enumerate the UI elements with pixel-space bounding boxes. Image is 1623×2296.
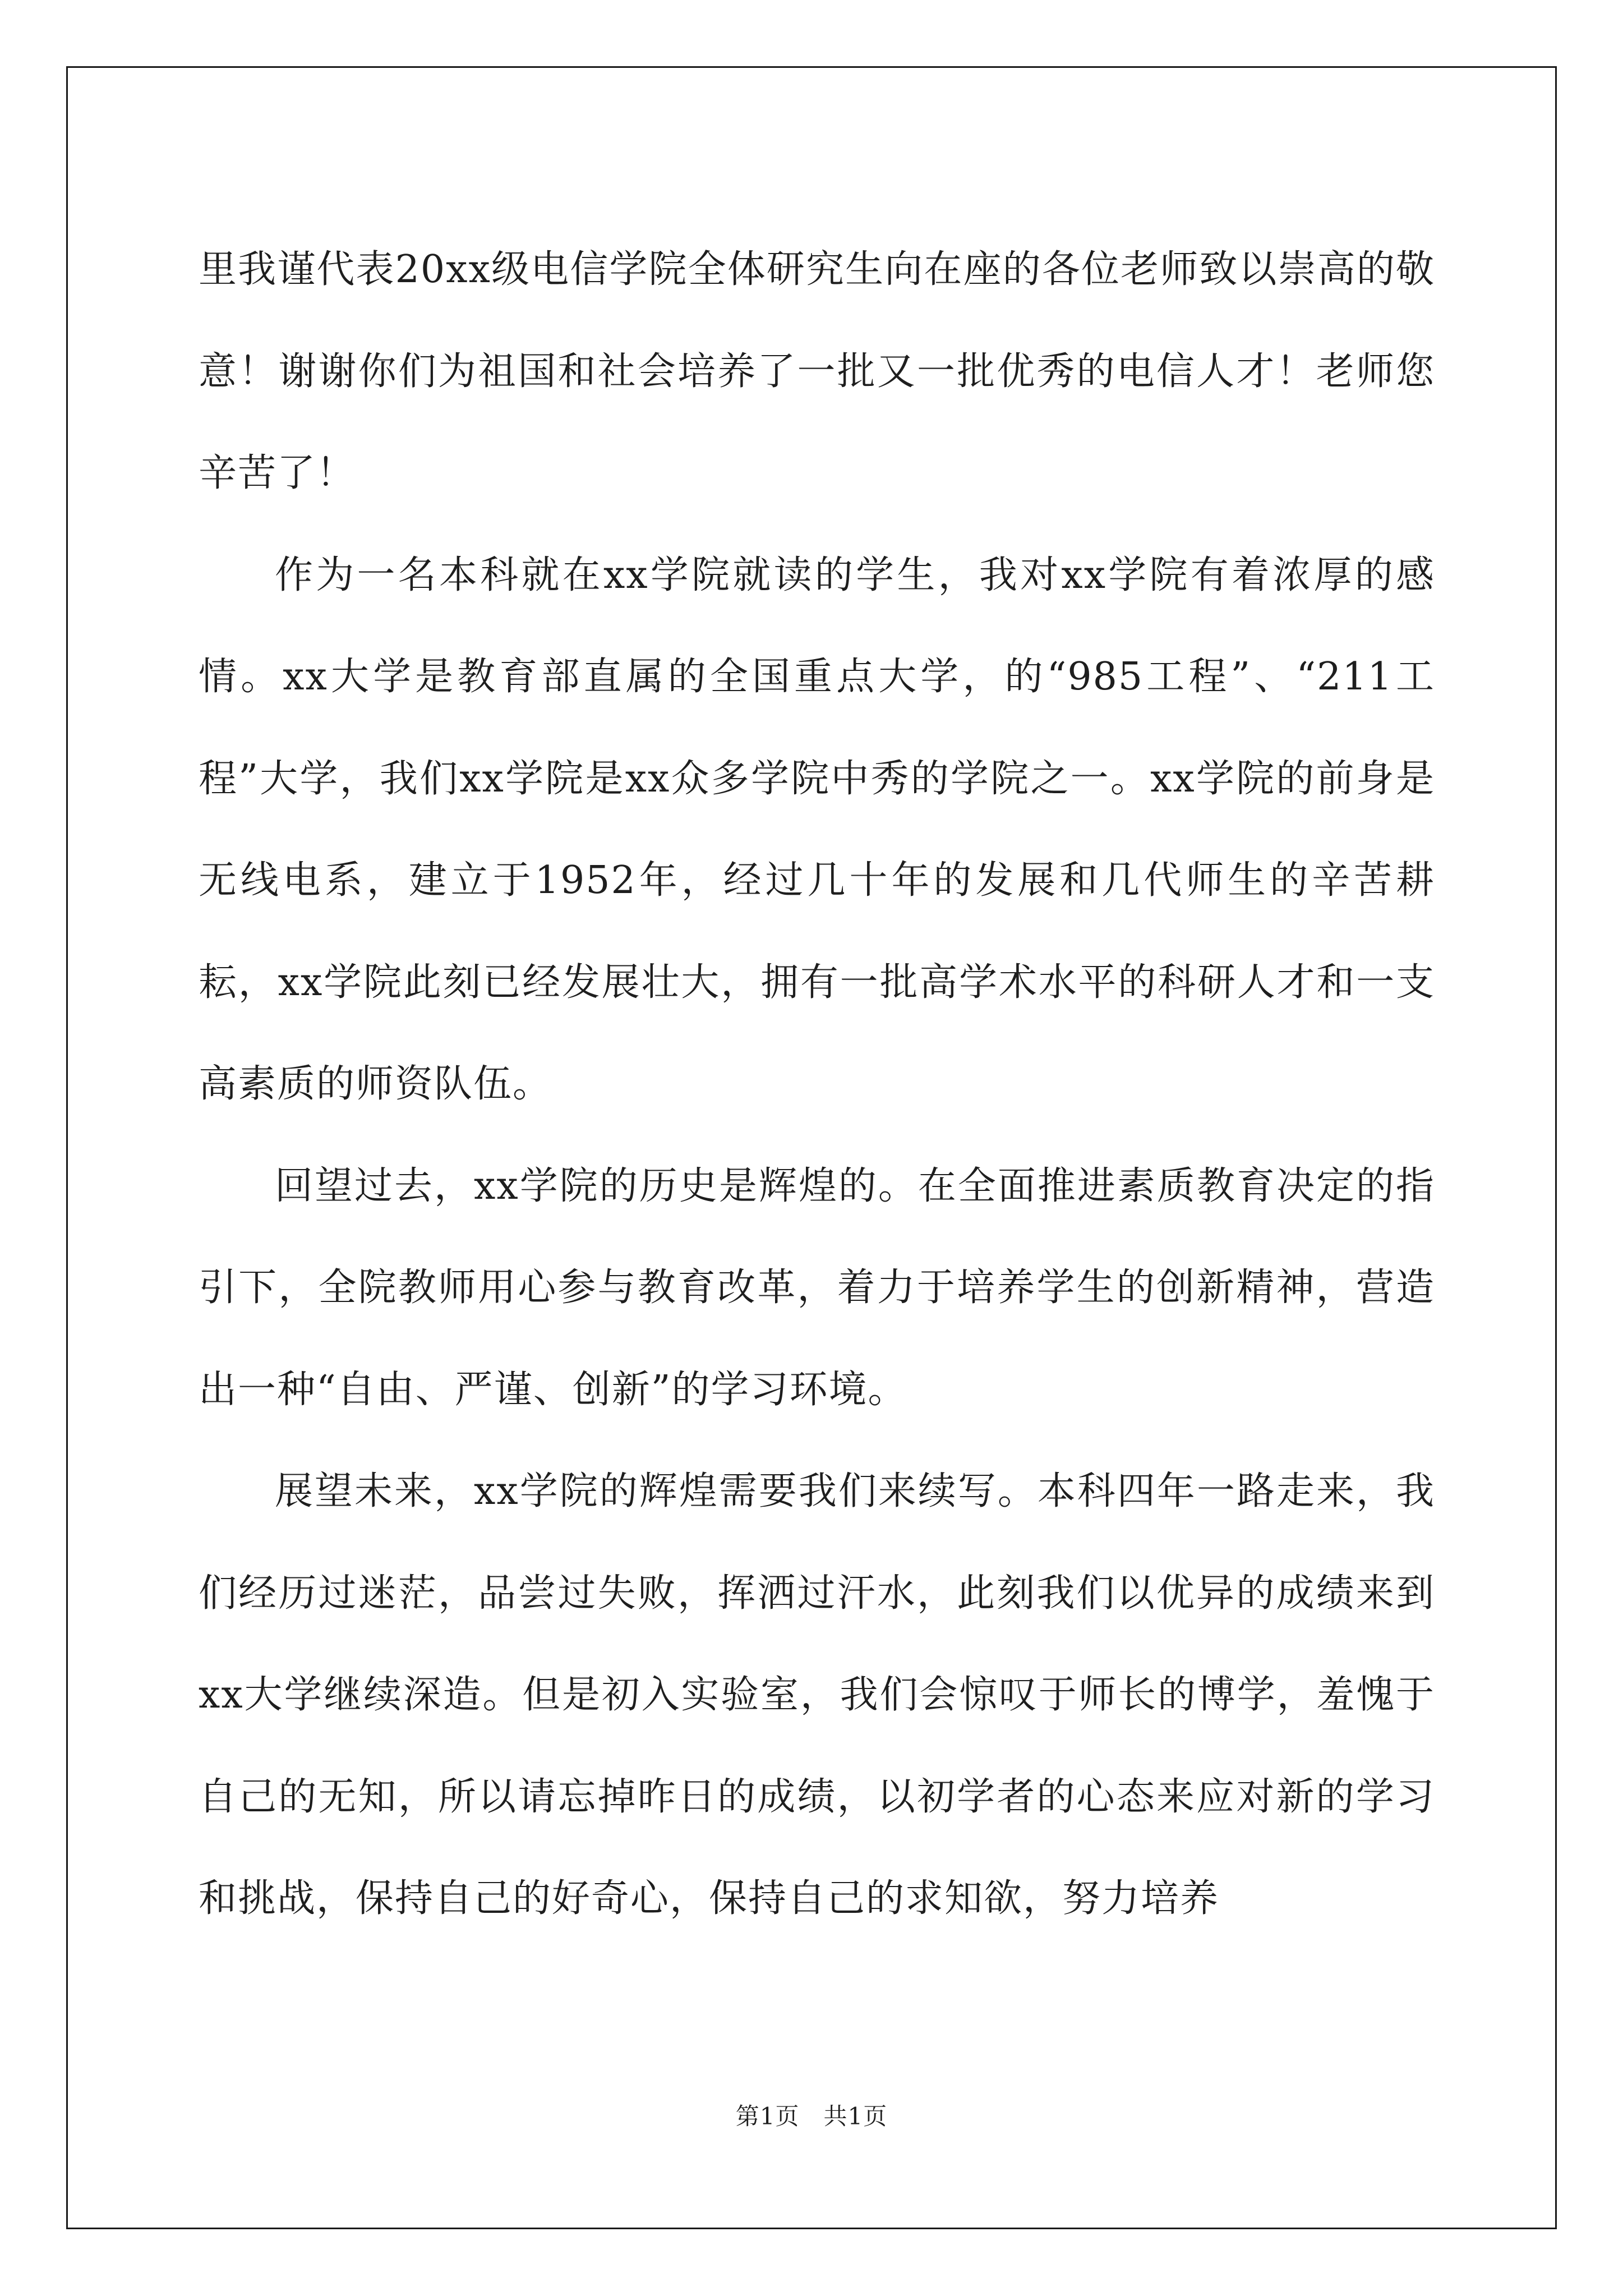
document-body — [199, 219, 1435, 1950]
paragraph-continuation: 里我谨代表20xx级电信学院全体研究生向在座的各位老师致以崇高的敬意！谢谢你们为祖国和社会培养了一批又一批优秀的电信人才！老师您辛苦了！ — [199, 247, 1435, 495]
paragraph-looking-forward: 展望未来，xx学院的辉煌需要我们来续写。本科四年一路走来，我们经历过迷茫，品尝过失败，挥洒过汗水，此刻我们以优异的成绩来到xx大学继续深造。但是初入实验室，我们会惊叹于师长的博学，羞愧于自己的无知，所以请忘掉昨日的成绩，以初学者的心态来应对新的学习和挑战，保持自己的好奇心，保持自己的求知欲，努力培养 — [199, 1469, 1435, 1921]
paragraph-looking-back: 回望过去，xx学院的历史是辉煌的。在全面推进素质教育决定的指引下，全院教师用心参与教育改革，着力于培养学生的创新精神，营造出一种“自由、严谨、创新”的学习环境。 — [199, 1163, 1435, 1412]
page-number-footer: 第1页 共1页 — [735, 2102, 888, 2130]
paragraph-college-history: 作为一名本科就在xx学院就读的学生，我对xx学院有着浓厚的感情。xx大学是教育部直属的全国重点大学，的“985工程”、“211工程”大学，我们xx学院是xx众多学院中秀的学院之一。xx学院的前身是无线电系，建立于1952年，经过几十年的发展和几代师生的辛苦耕耘，xx学院此刻已经发展壮大，拥有一批高学术水平的科研人才和一支高素质的师资队伍。 — [199, 553, 1435, 1106]
